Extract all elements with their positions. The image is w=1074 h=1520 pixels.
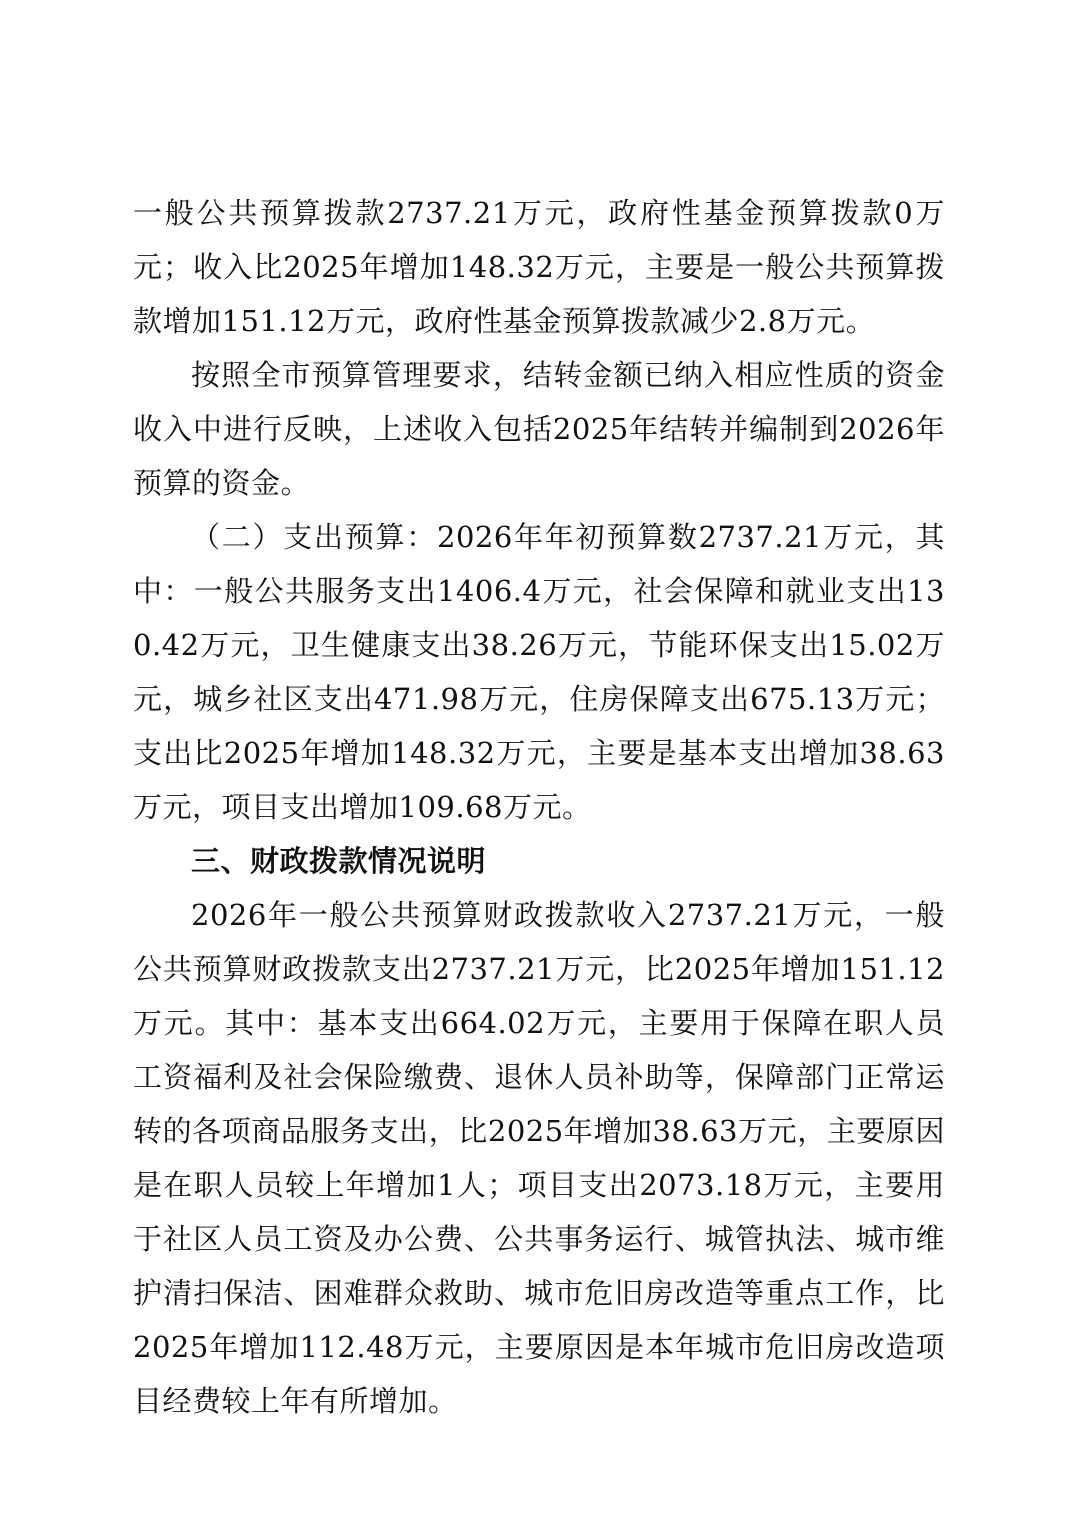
section-heading: 三、财政拨款情况说明 — [191, 844, 487, 878]
document-body — [133, 186, 945, 1428]
paragraph-carryover-note: 按照全市预算管理要求，结转金额已纳入相应性质的资金收入中进行反映，上述收入包括2025年结转并编制到2026年预算的资金。 — [133, 358, 945, 500]
paragraph-expenditure-budget: （二）支出预算：2026年年初预算数2737.21万元，其中：一般公共服务支出1406.4万元，社会保障和就业支出130.42万元，卫生健康支出38.26万元，节能环保支出15.02万元，城乡社区支出471.98万元，住房保障支出675.13万元；支出比2025年增加148.32万元，主要是基本支出增加38.63万元，项目支出增加109.68万元。 — [133, 520, 945, 824]
paragraph-income-summary: 一般公共预算拨款2737.21万元，政府性基金预算拨款0万元；收入比2025年增加148.32万元，主要是一般公共预算拨款增加151.12万元，政府性基金预算拨款减少2.8万元。 — [133, 196, 945, 338]
paragraph-fiscal-appropriation: 2026年一般公共预算财政拨款收入2737.21万元，一般公共预算财政拨款支出2737.21万元，比2025年增加151.12万元。其中：基本支出664.02万元，主要用于保障在职人员工资福利及社会保险缴费、退休人员补助等，保障部门正常运转的各项商品服务支出，比2025年增加38.63万元，主要原因是在职人员较上年增加1人；项目支出2073.18万元，主要用于社区人员工资及办公费、公共事务运行、城管执法、城市维护清扫保洁、困难群众救助、城市危旧房改造等重点工作，比2025年增加112.48万元，主要原因是本年城市危旧房改造项目经费较上年有所增加。 — [133, 898, 945, 1418]
